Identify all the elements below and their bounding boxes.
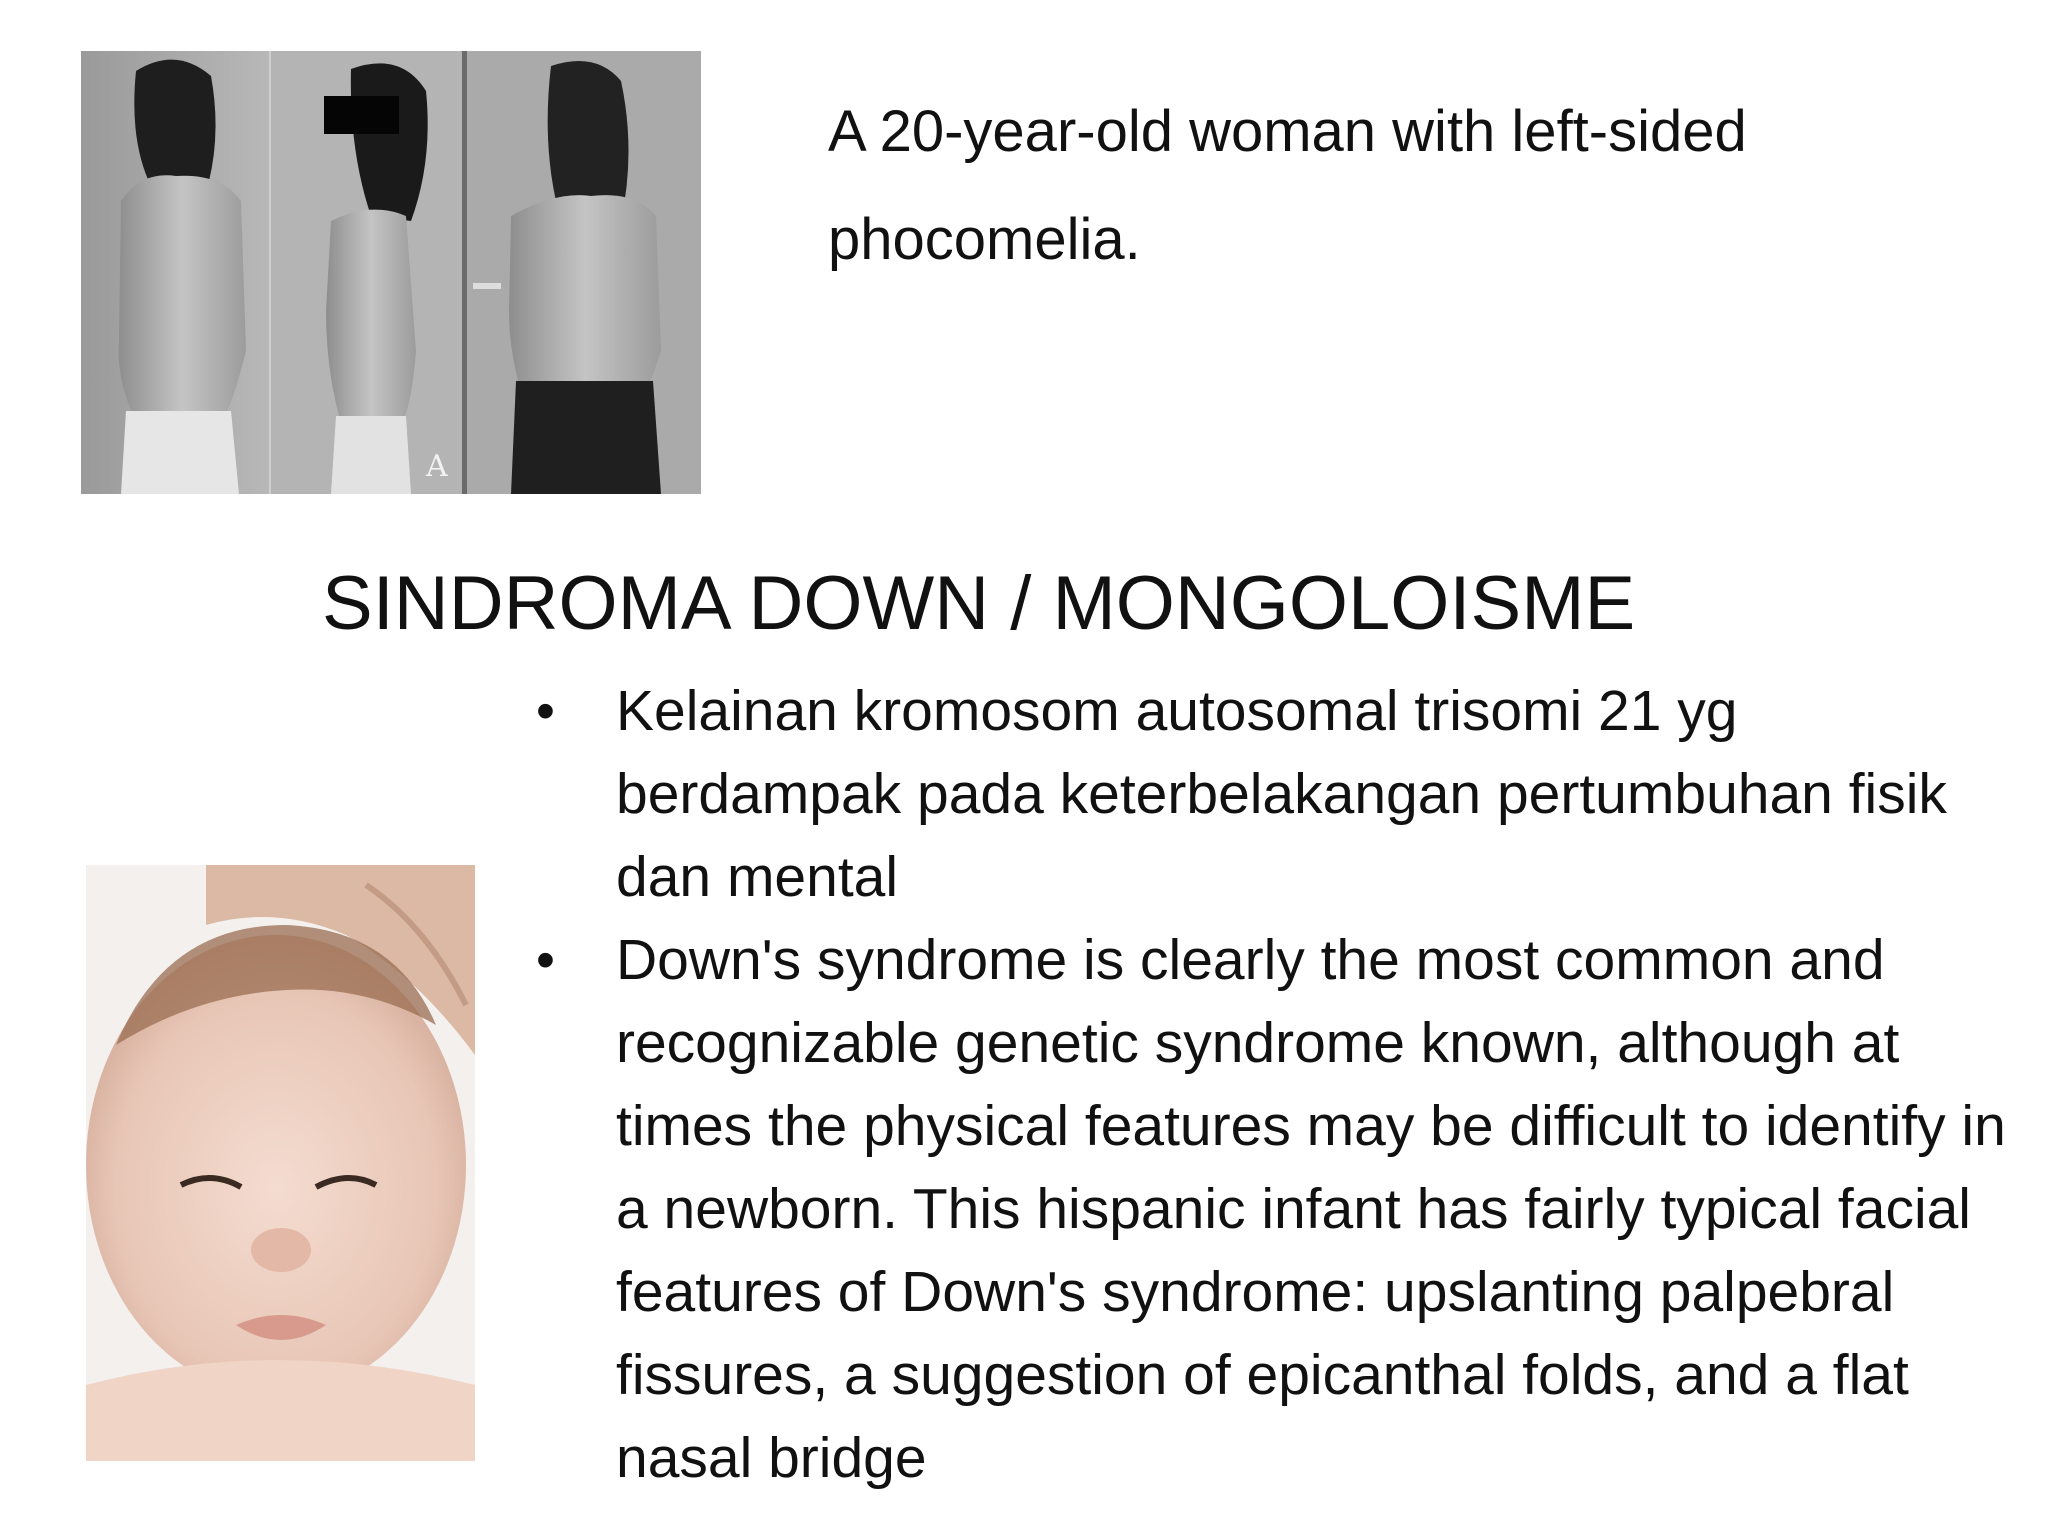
section-title: SINDROMA DOWN / MONGOLOISME [322, 561, 1636, 646]
bullet-dot-icon: • [536, 930, 555, 990]
bullet-text: Kelainan kromosom autosomal trisomi 21 yg berdampak pada keterbelakangan pertumbuhan fisik dan mental [616, 679, 1947, 909]
phocomelia-photo-drawing [81, 51, 701, 494]
photo-caption: A 20-year-old woman with left-sided phocomelia. [828, 99, 1747, 272]
phocomelia-photo [81, 51, 701, 494]
bullet-dot-icon: • [536, 681, 555, 741]
infant-photo [86, 865, 475, 1461]
bullet-list [530, 670, 2030, 1500]
bullet-item-1 [530, 670, 2030, 919]
bullet-text: Down's syndrome is clearly the most common and recognizable genetic syndrome known, although at times the physical features may be difficult to identify in a newborn. This hispanic infant has fairly typical facial features of Down's syndrome: upslanting palpebral fissures, a suggestion of epicanthal folds, and a flat nasal bridge [616, 928, 2006, 1490]
bullet-item-2 [530, 919, 2030, 1500]
panel-letter: A [426, 449, 448, 484]
infant-photo-drawing [86, 865, 475, 1461]
